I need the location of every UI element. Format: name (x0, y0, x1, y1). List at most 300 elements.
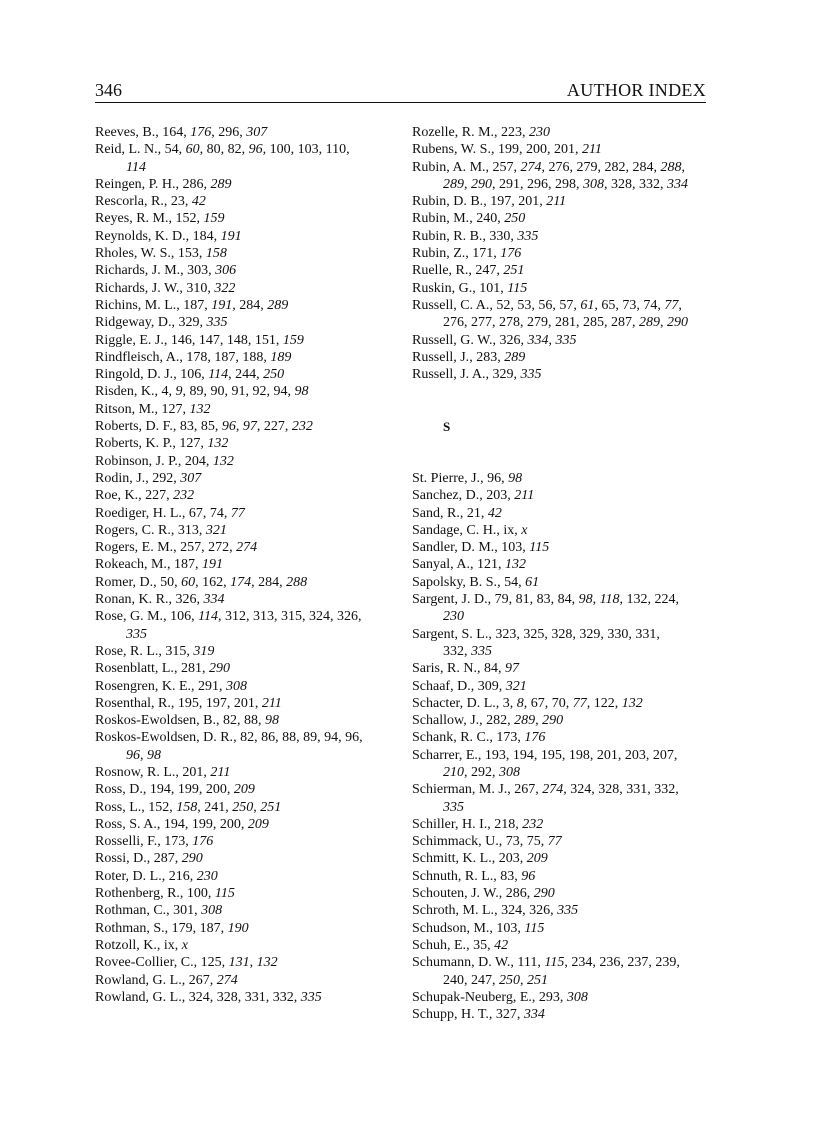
page-ref: 328 (598, 782, 620, 798)
page-ref: 329 (579, 626, 601, 642)
page-ref: 244 (235, 367, 257, 383)
page-ref: 332 (443, 643, 464, 659)
page-ref: 187 (199, 920, 221, 936)
index-entry: Rose, R. L., 315, 319 (95, 643, 215, 659)
page-ref-italic: 159 (282, 332, 304, 348)
index-entry: Ronan, K. R., 326, 334 (95, 592, 225, 608)
section-spacer (412, 383, 712, 418)
page-ref: 4 (161, 384, 169, 400)
author-name: Sanyal, A. (412, 557, 470, 573)
page-ref: 328 (611, 176, 632, 192)
author-name: Rossi, D. (95, 851, 147, 867)
index-group-r-continued (412, 124, 712, 383)
page-ref: 331 (244, 989, 266, 1005)
page-ref: 257 (180, 540, 202, 556)
page-ref: 199 (177, 782, 199, 798)
page-ref: 315 (165, 643, 187, 659)
page-ref: 247 (475, 263, 497, 279)
page-ref-italic: 321 (205, 522, 227, 538)
author-name: Reeves, B. (95, 125, 156, 140)
index-entry: Schierman, M. J., 267, 274, 324, 328, 331, 332, 335 (412, 782, 679, 815)
author-name: Rokeach, M. (95, 557, 167, 573)
page-ref-italic: 308 (566, 989, 588, 1005)
page-ref-italic: 306 (215, 263, 237, 279)
page-ref: 75 (526, 834, 541, 850)
index-entry: Rubin, A. M., 257, 274, 276, 279, 282, 284, 288, 289, 290, 291, 296, 298, 308, 328, 332, 334 (412, 159, 688, 192)
page-ref: 171 (472, 246, 494, 262)
index-entry: Rubin, Z., 171, 176 (412, 246, 522, 262)
page-ref-italic: 335 (517, 228, 539, 244)
page-ref-italic: 60 (181, 574, 196, 590)
page-ref-italic: 334 (667, 176, 688, 192)
page-ref: 257 (492, 159, 514, 175)
page-ref-italic: 289 (504, 349, 526, 365)
page-ref: 74 (643, 297, 658, 313)
page-ref: 199 (497, 142, 519, 158)
page-ref: 122 (593, 695, 615, 711)
index-entry: Rodin, J., 292, 307 (95, 470, 202, 486)
page-ref: 332 (639, 176, 660, 192)
author-name: Roberts, K. P. (95, 436, 173, 452)
page-ref: 184 (192, 228, 214, 244)
page-ref: 247 (471, 972, 492, 988)
page-ref: 21 (466, 505, 481, 521)
page-ref: 52 (496, 297, 511, 313)
author-name: Reynolds, K. D. (95, 228, 186, 244)
page-ref: 81 (515, 592, 530, 608)
page-ref: 329 (178, 315, 200, 331)
page-ref-italic: 115 (524, 920, 545, 936)
header-rule (95, 102, 706, 103)
page-ref-italic: x (521, 522, 528, 538)
page-ref: 328 (216, 989, 238, 1005)
page-ref: 293 (538, 989, 560, 1005)
page-ref: 92 (252, 384, 267, 400)
page-ref-italic: 334 (523, 1007, 545, 1023)
page-ref: 179 (171, 920, 193, 936)
page-ref-italic: 211 (210, 764, 231, 780)
author-name: Russell, J. (412, 349, 470, 365)
page-ref-italic: 308 (583, 176, 604, 192)
page-ref-italic: 115 (214, 886, 235, 902)
page-ref-italic: 232 (522, 816, 544, 832)
page-ref-italic: 190 (227, 920, 249, 936)
index-entry: Rowland, G. L., 324, 328, 331, 332, 335 (95, 989, 322, 1005)
page-ref: 236 (599, 955, 621, 971)
page-ref-italic: 335 (555, 332, 577, 348)
page-ref-italic: 176 (190, 125, 212, 140)
page-ref-italic: 211 (261, 695, 282, 711)
page-ref: 309 (477, 678, 499, 694)
index-entry: Roskos-Ewoldsen, D. R., 82, 86, 88, 89, 94, 96, 96, 98 (95, 730, 363, 763)
page-ref: 239 (655, 955, 677, 971)
page-ref: 164 (162, 125, 184, 140)
page-ref-italic: 61 (580, 297, 595, 313)
author-name: Rowland, G. L. (95, 972, 182, 988)
page-ref: 153 (177, 246, 199, 262)
index-entry: Richins, M. L., 187, 191, 284, 289 (95, 297, 289, 313)
page-ref-italic: 307 (246, 125, 268, 140)
author-name: Rothenberg, R. (95, 886, 180, 902)
page-ref: 162 (202, 574, 224, 590)
page-ref: 328 (551, 626, 573, 642)
author-name: Rubin, R. B. (412, 228, 483, 244)
page-ref-italic: 118 (599, 592, 620, 608)
index-entry: Ross, D., 194, 199, 200, 209 (95, 782, 255, 798)
author-name: Roe, K. (95, 488, 139, 504)
author-name: Romer, D. (95, 574, 154, 590)
page-ref: 278 (499, 315, 520, 331)
author-name: Richards, J. M. (95, 263, 181, 279)
page-ref-italic: 132 (207, 436, 229, 452)
page-ref-italic: 289 (210, 176, 232, 192)
page-ref: 195 (540, 747, 562, 763)
index-entry: Sanyal, A., 121, 132 (412, 557, 526, 573)
page-ref-italic: 290 (208, 661, 230, 677)
author-name: Robinson, J. P. (95, 453, 178, 469)
page-ref-italic: 232 (291, 419, 313, 435)
page-ref-italic: 209 (526, 851, 548, 867)
author-name: Roter, D. L. (95, 868, 162, 884)
index-entry: Scharrer, E., 193, 194, 195, 198, 201, 203, 207, 210, 292, 308 (412, 747, 678, 780)
page-ref: 313 (253, 609, 275, 625)
index-entry: Reid, L. N., 54, 60, 80, 82, 96, 100, 103, 110, 114 (95, 142, 350, 175)
author-name: Russell, J. A. (412, 367, 486, 383)
page-ref: 79 (494, 592, 509, 608)
page-ref: 56 (538, 297, 553, 313)
page-ref: 284 (239, 297, 261, 313)
author-name: Rosengren, K. E. (95, 678, 192, 694)
page-ref-italic: 98 (264, 713, 279, 729)
page-ref-italic: 174 (230, 574, 252, 590)
page-ref: 127 (179, 436, 201, 452)
page-ref: 110 (325, 142, 347, 158)
page-ref: 197 (205, 695, 227, 711)
index-entry: Ruskin, G., 101, 115 (412, 280, 528, 296)
page-ref: 330 (489, 228, 511, 244)
page-ref: 272 (208, 540, 230, 556)
index-entry: Rozelle, R. M., 223, 230 (412, 125, 551, 140)
page-ref: 67 (530, 695, 545, 711)
page-ref: 88 (243, 713, 258, 729)
index-entry: Richards, J. M., 303, 306 (95, 263, 237, 279)
page-ref-italic: 115 (507, 280, 528, 296)
index-entry: Russell, J., 283, 289 (412, 349, 526, 365)
page-ref-italic: 97 (504, 661, 519, 677)
page-ref: 291 (198, 678, 220, 694)
section-letter-s: S (443, 419, 451, 435)
page-ref: 173 (164, 834, 186, 850)
author-name: Roskos-Ewoldsen, B. (95, 713, 216, 729)
index-entry: Schudson, M., 103, 115 (412, 920, 545, 936)
page-number: 346 (95, 80, 122, 100)
page-ref-italic: 308 (201, 903, 223, 919)
author-name: Ruelle, R. (412, 263, 469, 279)
index-entry: Rosenthal, R., 195, 197, 201, 211 (95, 695, 282, 711)
page-ref: ix (503, 522, 515, 538)
page-ref: 283 (476, 349, 498, 365)
index-entry: Rotzoll, K., ix, x (95, 937, 188, 953)
page-ref: 187 (214, 349, 236, 365)
page-ref: 195 (177, 695, 199, 711)
author-name: Schroth, M. L. (412, 903, 495, 919)
page-ref: 89 (303, 730, 318, 746)
page-ref: 54 (504, 574, 519, 590)
index-entry: Rothman, S., 179, 187, 190 (95, 920, 249, 936)
index-entry: Rokeach, M., 187, 191 (95, 557, 223, 573)
index-entry: Reeves, B., 164, 176, 296, 307 (95, 125, 268, 140)
page-ref: 148 (226, 332, 248, 348)
page-ref: 326 (175, 592, 197, 608)
page-ref: 281 (555, 315, 576, 331)
author-name: Sapolsky, B. S. (412, 574, 498, 590)
index-entry: Rescorla, R., 23, 42 (95, 194, 206, 210)
index-entry: Roter, D. L., 216, 230 (95, 868, 218, 884)
page-ref: 223 (501, 125, 523, 140)
page-ref-italic: 335 (471, 643, 492, 659)
author-name: Reyes, R. M. (95, 211, 169, 227)
page-ref-italic: 114 (198, 609, 219, 625)
page-ref-italic: 9 (175, 384, 183, 400)
page-ref: 197 (490, 194, 512, 210)
page-ref: 86 (261, 730, 276, 746)
page-ref: 277 (471, 315, 492, 331)
author-name: Roberts, D. F. (95, 419, 173, 435)
page-ref: 323 (495, 626, 517, 642)
page-ref: 3 (502, 695, 510, 711)
page-ref: 282 (486, 713, 508, 729)
page-ref: 187 (183, 297, 205, 313)
author-name: Ritson, M. (95, 401, 155, 417)
index-entry: Reyes, R. M., 152, 159 (95, 211, 225, 227)
page-ref-italic: 158 (205, 246, 227, 262)
page-ref-italic: 288 (286, 574, 308, 590)
index-entry: Roberts, K. P., 127, 132 (95, 436, 229, 452)
page-ref-italic: 290 (542, 713, 564, 729)
index-column-right (412, 124, 712, 1023)
author-name: Rosenblatt, L. (95, 661, 174, 677)
page-ref-italic: 98 (508, 470, 523, 486)
index-entry: Schuh, E., 35, 42 (412, 937, 509, 953)
author-name: Schierman, M. J. (412, 782, 508, 798)
index-entry: Rowland, G. L., 267, 274 (95, 972, 238, 988)
author-name: Schacter, D. L. (412, 695, 496, 711)
author-name: Schupp, H. T. (412, 1007, 489, 1023)
index-entry: Sapolsky, B. S., 54, 61 (412, 574, 540, 590)
page-ref-italic: 289 (267, 297, 289, 313)
page-ref-italic: 42 (487, 505, 502, 521)
index-entry: St. Pierre, J., 96, 98 (412, 470, 523, 486)
author-name: Rovee-Collier, C. (95, 955, 194, 971)
author-name: Sargent, J. D. (412, 592, 488, 608)
page-ref: 94 (273, 384, 288, 400)
page-ref: 147 (198, 332, 220, 348)
page-ref: 152 (148, 799, 170, 815)
page-ref: 96 (487, 470, 502, 486)
page-ref-italic: 274 (542, 782, 564, 798)
index-entry: Rothman, C., 301, 308 (95, 903, 223, 919)
page-ref: 324 (501, 903, 523, 919)
author-name: Rothman, S. (95, 920, 165, 936)
index-entry: Schouten, J. W., 286, 290 (412, 886, 555, 902)
author-name: Rubens, W. S. (412, 142, 491, 158)
page-ref-italic: 230 (443, 609, 464, 625)
author-name: St. Pierre, J. (412, 470, 481, 486)
page-ref: 218 (494, 816, 516, 832)
page-ref: 201 (596, 747, 618, 763)
page-ref: 292 (152, 470, 174, 486)
author-name: Schupak-Neuberg, E. (412, 989, 532, 1005)
page-ref: 287 (153, 851, 175, 867)
author-name: Sand, R. (412, 505, 460, 521)
page-ref-italic: 335 (443, 799, 464, 815)
author-name: Schuh, E. (412, 937, 467, 953)
page-ref-italic: 42 (494, 937, 509, 953)
author-name: Ronan, K. R. (95, 592, 169, 608)
page-ref-italic: 230 (196, 868, 218, 884)
page-ref: 201 (553, 142, 575, 158)
page-ref: 200 (525, 142, 547, 158)
page-ref-italic: 77 (572, 695, 587, 711)
page-ref: 111 (517, 955, 538, 971)
index-entry: Schallow, J., 282, 289, 290 (412, 713, 564, 729)
page-ref: 83 (536, 592, 551, 608)
page-ref-italic: 98 (578, 592, 593, 608)
page-ref: 199 (191, 816, 213, 832)
index-entry: Rosengren, K. E., 291, 308 (95, 678, 248, 694)
author-name: Schaaf, D. (412, 678, 471, 694)
page-ref: 241 (204, 799, 226, 815)
page-ref-italic: 77 (664, 297, 679, 313)
page-ref-italic: 191 (201, 557, 223, 573)
index-entry: Sargent, J. D., 79, 81, 83, 84, 98, 118, 132, 224, 230 (412, 592, 680, 625)
page-ref: 103 (496, 920, 518, 936)
author-name: Rogers, C. R. (95, 522, 171, 538)
page-ref-italic: 176 (192, 834, 214, 850)
page-ref-italic: 209 (233, 782, 255, 798)
page-ref-italic: 159 (203, 211, 225, 227)
index-entry: Schacter, D. L., 3, 8, 67, 70, 77, 122, 132 (412, 695, 643, 711)
page-ref: 326 (529, 903, 551, 919)
page-ref: 194 (512, 747, 534, 763)
index-entry: Rosselli, F., 173, 176 (95, 834, 214, 850)
page-ref-italic: 307 (180, 470, 202, 486)
page-ref-italic: 211 (546, 194, 567, 210)
page-ref-italic: 98 (294, 384, 309, 400)
index-entry: Rubin, D. B., 197, 201, 211 (412, 194, 567, 210)
page-ref: 284 (258, 574, 280, 590)
author-name: Schmitt, K. L. (412, 851, 492, 867)
index-entry: Rholes, W. S., 153, 158 (95, 246, 227, 262)
page-ref: 204 (184, 453, 206, 469)
page-ref: 90 (210, 384, 225, 400)
page-ref: 84 (557, 592, 572, 608)
page-ref-italic: 114 (126, 159, 146, 175)
page-ref: 82 (222, 713, 237, 729)
page-ref: 53 (517, 297, 532, 313)
page-ref-italic: 131 (228, 955, 250, 971)
page-ref: 292 (471, 764, 492, 780)
page-ref: 234 (571, 955, 593, 971)
page-ref-italic: 335 (557, 903, 579, 919)
page-ref: 121 (476, 557, 498, 573)
page-ref-italic: 274 (236, 540, 258, 556)
author-name: Richards, J. W. (95, 280, 180, 296)
index-entry: Sargent, S. L., 323, 325, 328, 329, 330, 331, 332, 335 (412, 626, 660, 659)
index-group-s (412, 470, 712, 1024)
index-entry: Romer, D., 50, 60, 162, 174, 284, 288 (95, 574, 308, 590)
page-ref-italic: 97 (242, 419, 257, 435)
page-ref: 276 (443, 315, 464, 331)
author-name: Schnuth, R. L. (412, 868, 494, 884)
author-name: Ruskin, G. (412, 280, 473, 296)
page-ref: 324 (570, 782, 592, 798)
author-name: Schimmack, U. (412, 834, 499, 850)
index-entry: Ross, L., 152, 158, 241, 250, 251 (95, 799, 282, 815)
author-name: Rubin, A. M. (412, 159, 486, 175)
page-ref: 301 (173, 903, 195, 919)
page-ref: 146 (170, 332, 192, 348)
page-ref-italic: 290 (533, 886, 555, 902)
author-name: Schank, R. C. (412, 730, 490, 746)
page-ref: 125 (200, 955, 222, 971)
page-ref: 287 (611, 315, 632, 331)
page-ref: 82 (227, 142, 242, 158)
page-ref-italic: 250 (504, 211, 526, 227)
page-ref-italic: 334 (203, 592, 225, 608)
page-ref: 194 (149, 782, 171, 798)
page-ref-italic: 334 (527, 332, 549, 348)
author-name: Rholes, W. S. (95, 246, 171, 262)
page-ref-italic: 321 (505, 678, 527, 694)
page-ref: 54 (164, 142, 179, 158)
page-ref-italic: 319 (193, 643, 215, 659)
page-ref-italic: 209 (247, 816, 269, 832)
author-name: Ridgeway, D. (95, 315, 172, 331)
page-ref: 315 (281, 609, 303, 625)
page-ref-italic: 191 (220, 228, 242, 244)
index-entry: Schimmack, U., 73, 75, 77 (412, 834, 562, 850)
author-name: Ross, D. (95, 782, 143, 798)
page-ref: 284 (632, 159, 654, 175)
page-ref: 127 (161, 401, 183, 417)
page-ref-italic: 250 (263, 367, 285, 383)
author-name: Schallow, J. (412, 713, 480, 729)
page-ref: 303 (187, 263, 209, 279)
page-ref: 281 (180, 661, 202, 677)
index-entry: Schroth, M. L., 324, 326, 335 (412, 903, 579, 919)
page-ref: 151 (254, 332, 276, 348)
page-ref-italic: 210 (443, 764, 464, 780)
page-ref: 332 (272, 989, 294, 1005)
author-name: Schouten, J. W. (412, 886, 499, 902)
page-ref: 324 (309, 609, 331, 625)
page-ref: 279 (527, 315, 548, 331)
page-ref: ix (163, 937, 175, 953)
page-ref: 82 (240, 730, 255, 746)
page-ref: 94 (324, 730, 339, 746)
page-ref: 286 (182, 176, 204, 192)
page-ref: 200 (219, 816, 241, 832)
page-ref-italic: 96 (248, 142, 263, 158)
author-name: Riggle, E. J. (95, 332, 164, 348)
author-name: Russell, C. A. (412, 297, 490, 313)
author-name: Rotzoll, K. (95, 937, 157, 953)
page-ref-italic: 335 (206, 315, 228, 331)
page-ref-italic: 176 (524, 730, 546, 746)
index-entry: Rubens, W. S., 199, 200, 201, 211 (412, 142, 602, 158)
page-ref: 173 (496, 730, 518, 746)
